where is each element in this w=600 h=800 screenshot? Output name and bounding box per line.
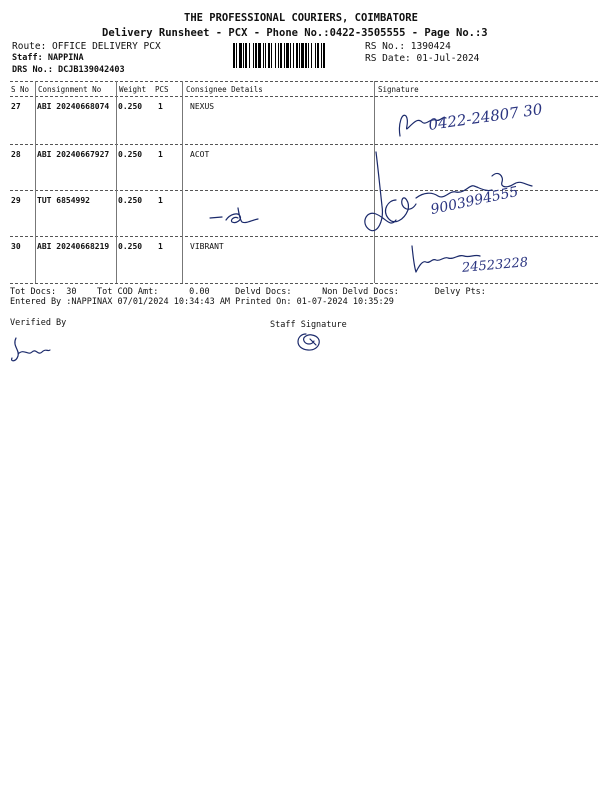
row-30-pcs: 1 (158, 242, 163, 251)
barcode-bar (258, 43, 261, 68)
header-bottom-rule (10, 96, 598, 97)
staff-signature-mark (292, 331, 326, 353)
barcode-bar (321, 43, 322, 68)
row-27-pcs: 1 (158, 102, 163, 111)
verified-signature (8, 334, 52, 368)
col-header-consignee: Consignee Details (186, 85, 263, 94)
col-header-signature: Signature (378, 85, 419, 94)
barcode-bar (263, 43, 264, 68)
row-27-consignee: NEXUS (190, 102, 215, 111)
barcode-bar (305, 43, 307, 68)
handwritten-phone-30: 24523228 (461, 255, 529, 276)
barcode-bar (236, 43, 237, 68)
row-30-sno: 30 (11, 242, 21, 251)
handwritten-phone-28: 9003994555 (429, 183, 520, 219)
barcode-bar (293, 43, 294, 68)
row-28-sno: 28 (11, 150, 21, 159)
totals-line: Tot Docs: 30 Tot COD Amt: 0.00 Delvd Docs: Non Delvd Docs: Delvy Pts: (10, 287, 486, 297)
barcode-bar (253, 43, 254, 68)
table-bottom-rule (10, 283, 598, 284)
barcode-bar (275, 43, 276, 68)
row-29-consignment: TUT 6854992 (37, 196, 90, 205)
barcode-bar (311, 43, 312, 68)
barcode-bar (317, 43, 319, 68)
row-27-consignment: ABI 20240668074 (37, 102, 110, 111)
barcode-bar (233, 43, 235, 68)
row-28-pcs: 1 (158, 150, 163, 159)
barcode-bar (315, 43, 316, 68)
col-header-pcs: PCS (155, 85, 169, 94)
barcode-bar (308, 43, 309, 68)
drs-number: DRS No.: DCJB139042403 (12, 65, 125, 75)
barcode-bar (290, 43, 291, 68)
row-29-weight: 0.250 (118, 196, 143, 205)
col-divider (116, 81, 117, 283)
barcode-bar (245, 43, 247, 68)
row-27-weight: 0.250 (118, 102, 143, 111)
barcode-bar (323, 43, 325, 68)
col-divider (35, 81, 36, 283)
barcode-bar (271, 43, 272, 68)
company-title: THE PROFESSIONAL COURIERS, COIMBATORE (184, 12, 418, 24)
barcode-bar (278, 43, 279, 68)
table-top-rule (10, 81, 598, 82)
staff-label: Staff: NAPPINA (12, 53, 84, 63)
barcode-bar (255, 43, 257, 68)
barcode-bar (301, 43, 304, 68)
row-28-consignee: ACOT (190, 150, 210, 159)
row-29-sno: 29 (11, 196, 21, 205)
verified-by-label: Verified By (10, 318, 67, 328)
barcode (233, 43, 359, 68)
row-30-consignment: ABI 20240668219 (37, 242, 110, 251)
col-header-consignment: Consignment No (38, 85, 102, 94)
col-divider (182, 81, 183, 283)
route-label: Route: OFFICE DELIVERY PCX (12, 41, 161, 52)
barcode-bar (299, 43, 300, 68)
row-30-consignee: VIBRANT (190, 242, 224, 251)
barcode-bar (243, 43, 244, 68)
col-header-sno: S No (11, 85, 30, 94)
rs-number: RS No.: 1390424 (365, 41, 451, 52)
staff-signature-label: Staff Signature (270, 320, 347, 330)
row-28-consignment: ABI 20240667927 (37, 150, 110, 159)
row-28-weight: 0.250 (118, 150, 143, 159)
handwritten-phone-27: 0422-24807 30 (427, 100, 544, 134)
runsheet-title: Delivery Runsheet - PCX - Phone No.:0422-3505555 - Page No.:3 (102, 27, 488, 39)
barcode-bar (296, 43, 298, 68)
barcode-bar (268, 43, 270, 68)
row-27-sno: 27 (11, 102, 21, 111)
entered-by-line: Entered By :NAPPINAX 07/01/2024 10:34:43 AM Printed On: 01-07-2024 10:35:29 (10, 297, 394, 307)
signature-row-29 (208, 204, 278, 228)
barcode-bar (280, 43, 282, 68)
col-header-weight: Weight (119, 85, 147, 94)
barcode-bar (249, 43, 250, 68)
row-29-pcs: 1 (158, 196, 163, 205)
row-30-weight: 0.250 (118, 242, 143, 251)
barcode-bar (286, 43, 289, 68)
barcode-bar (284, 43, 285, 68)
rs-date: RS Date: 01-Jul-2024 (365, 53, 480, 64)
barcode-bar (239, 43, 242, 68)
signature-row-28 (352, 148, 572, 240)
barcode-bar (265, 43, 266, 68)
